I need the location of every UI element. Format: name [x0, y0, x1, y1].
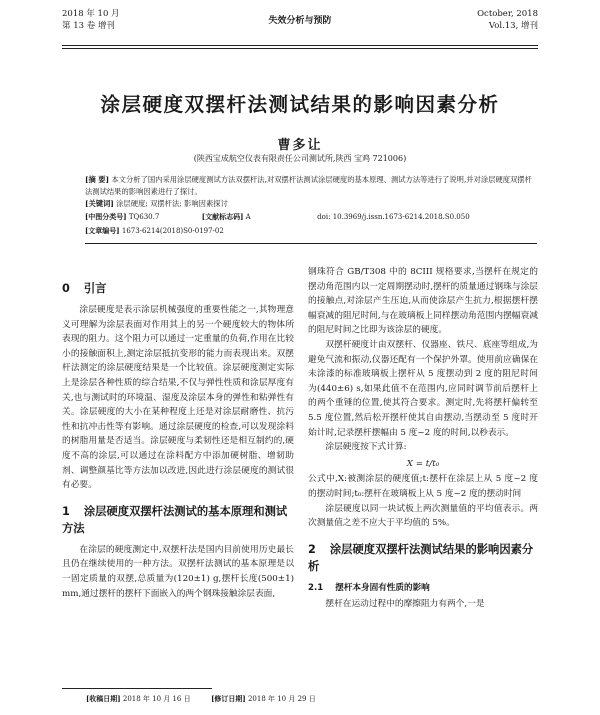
- keywords-label: [关键词]: [85, 199, 114, 208]
- doi-label: doi:: [317, 213, 331, 221]
- section-2-title: 涂层硬度双摆杆法测试结果的影响因素分析: [308, 542, 534, 573]
- section-1-paragraph: 在涂层的硬度测定中,双摆杆法是国内目前使用历史最长且仍在继续使用的一种方法。双摆杆法测试的基本原理是以一固定质量的双摆,总质量为(120±1) g,摆杆长度(500±1) mm,通过摆杆的摆杆下面嵌入的两个钢珠接触涂层表面,: [62, 544, 294, 599]
- section-1-title: 涂层硬度双摆杆法测试的基本原理和测试方法: [62, 504, 288, 535]
- subsection-2-1-heading: [308, 581, 538, 596]
- header-volume-en: Vol.13, 增刊: [488, 21, 538, 31]
- subsection-2-1-title: 摆杆本身固有性质的影响: [335, 582, 430, 593]
- formula-intro: 涂层硬度按下式计算:: [325, 442, 407, 453]
- section-2-heading: [308, 541, 538, 575]
- header-date-en: October, 2018: [477, 9, 538, 19]
- clc-value: TQ630.7: [128, 213, 160, 221]
- doi-value: 10.3969/j.issn.1673-6214.2018.S0.050: [332, 213, 470, 221]
- received-date: 2018 年 10 月 16 日: [122, 695, 191, 703]
- header-volume: 第 13 卷 增刊: [62, 21, 115, 31]
- doc-code-label: [文献标志码]: [201, 212, 244, 221]
- article-no-value: 1673-6214(2018)S0-0197-02: [121, 227, 224, 235]
- header-date: 2018 年 10 月: [62, 9, 120, 19]
- meta-line-1: [85, 212, 470, 222]
- header-rule: [62, 45, 538, 46]
- paper-title: 涂层硬度双摆杆法测试结果的影响因素分析: [100, 93, 500, 116]
- revised-label: [修订日期]: [211, 694, 246, 703]
- abstract: [85, 174, 537, 210]
- footnote-rule: [62, 688, 212, 689]
- author-affiliation: (陕西宝成航空仪表有限责任公司测试所,陕西 宝鸡 721006): [193, 154, 407, 163]
- section-0-number: 0: [62, 282, 70, 295]
- article-no-label: [文章编号]: [85, 226, 120, 235]
- subsection-2-1-number: 2.1: [308, 582, 324, 593]
- clc-label: [中图分类号]: [85, 212, 127, 221]
- keywords-text: 涂层硬度; 双摆杆法; 影响因素探讨: [116, 199, 228, 208]
- section-1-heading: [62, 503, 294, 537]
- section-1-number: 1: [62, 504, 70, 518]
- intro-paragraph: 涂层硬度是表示涂层机械强度的重要性能之一,其物理意义可理解为涂层表面对作用其上的另一个硬度较大的物体所表现的阻力。这个阻力可以通过一定重量的负荷,作用在比较小的接触面积上,测定涂层抵抗变形的能力而表现出来。双摆杆法测定的涂层硬度结果是一个比较值。涂层硬度测定实际上是涂层各种性质的综合结果,不仅与弹性性质和涂层厚度有关,也与测试时的环境温、湿度及涂层本身的弹性和粘弹性有关。涂层硬度的大小在某种程度上还是对涂层耐磨性、抗污性和抗冲击性等有影响。通过涂层硬度的检查,可以发现涂料的树脂用量是否适当。涂层硬度与柔韧性还是相互制约的,硬度不高的涂层,可以通过在涂料配方中添加硬树脂、增韧助剂、调整颜基比等方法加以改进,因此进行涂层硬度的测试很有必要。: [62, 305, 294, 491]
- revised-date: 2018 年 10 月 29 日: [247, 695, 316, 703]
- result-paragraph: 涂层硬度以同一块试板上两次测量值的平均值表示。两次测量值之差不应大于平均值的 5%。: [308, 503, 538, 529]
- author-name: 曹多让: [277, 138, 323, 153]
- friction-paragraph: 摆杆在运动过程中的摩擦阻力有两个,一是: [325, 599, 485, 610]
- abstract-rule: [85, 243, 537, 244]
- section-2-number: 2: [308, 542, 316, 556]
- doc-code-value: A: [245, 213, 251, 221]
- right-column: [308, 265, 538, 612]
- section-0-heading: [62, 280, 294, 297]
- footnote-dates: [86, 694, 316, 704]
- abstract-label: [摘 要]: [85, 175, 110, 184]
- header-rule-thin: [62, 48, 538, 49]
- abstract-text: 本文分析了国内采用涂层硬度测试方法双摆杆法,对双摆杆法测试涂层硬度的基本原理、测试方法等进行了说明,并对涂层硬度双摆杆法测试结果的影响因素进行了探讨。: [85, 175, 532, 196]
- principle-paragraph: 钢珠符合 GB/T308 中的 8CIII 规格要求,当摆杆在规定的摆动角范围内以一定周期摆动时,摆杆的质量通过钢珠与涂层的接触点,对涂层产生压迫,从而使涂层产生抗力,根据摆杆摆幅衰减的阻尼时间,与在玻璃板上同样摆动角范围内摆幅衰减的阻尼时间之比即为该涂层的硬度。: [308, 267, 538, 336]
- left-column: [62, 270, 294, 601]
- instrument-paragraph: 双摆杆硬度计由双摆杆、仪器座、铁尺、底座等组成,为避免气流和振动,仪器还配有一个保护外罩。使用前应确保在未涂漆的标准玻璃板上摆杆从 5 度摆动到 2 度的阻尼时间为(440±6) s,如果此值不在范围内,应同时调节前后摆杆上的两个重锤的位置,使其符合要求。测定时,先将摆杆偏转至 5.5 度位置,然后松开摆杆使其自由摆动,当摆动至 5 度时开始计时,记录摆杆摆幅由 5 度~2 度的时间,以秒表示。: [308, 339, 538, 438]
- running-header: [0, 8, 600, 42]
- meta-line-2: [85, 226, 224, 236]
- formula-legend: 公式中,X:被测涂层的硬度值;t:摆杆在涂层上从 5 度~2 度的摆动时间;t₀:摆杆在玻璃板上从 5 度~2 度的摆动时间: [308, 474, 538, 499]
- hardness-formula: X = t/t₀: [406, 458, 440, 469]
- section-0-title: 引言: [83, 282, 107, 295]
- header-right: [477, 8, 538, 32]
- received-label: [收稿日期]: [86, 694, 121, 703]
- journal-name: 失效分析与预防: [268, 16, 332, 26]
